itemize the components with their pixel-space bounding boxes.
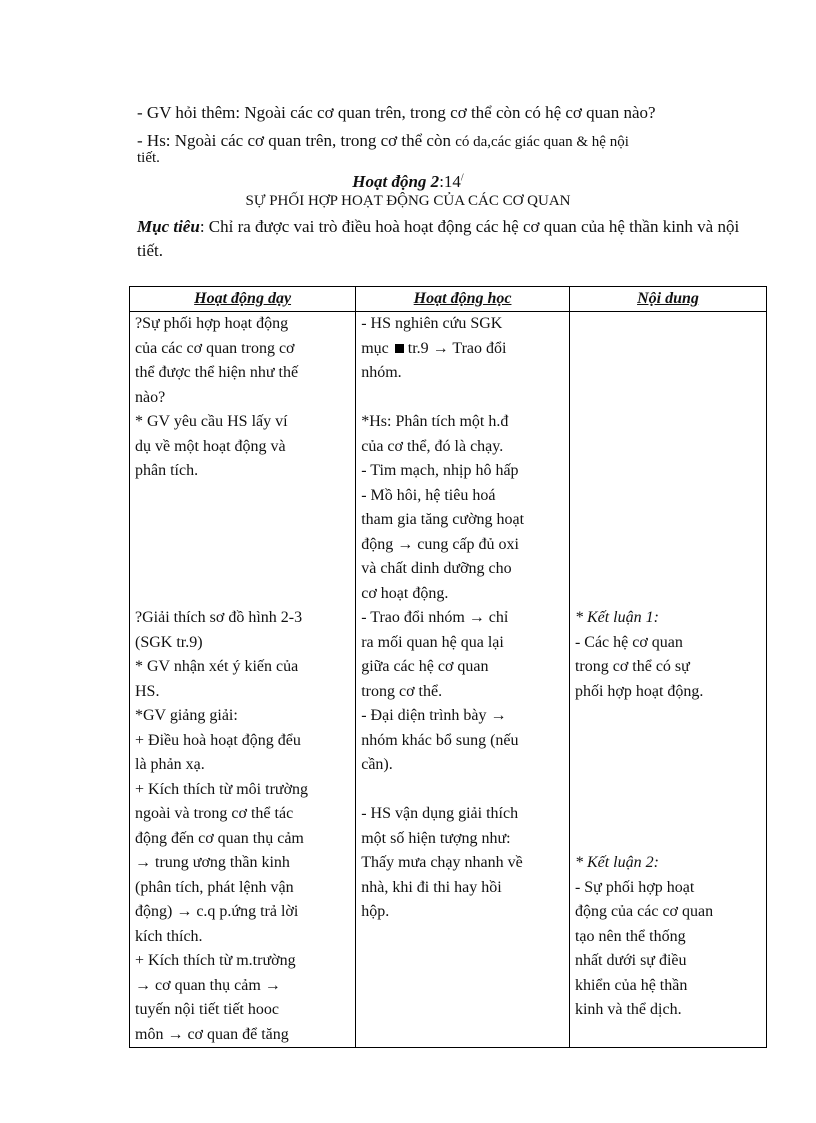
activity-time-mark: /	[460, 172, 464, 184]
teach-line: → cơ quan thụ cảm →	[135, 976, 281, 994]
conclusion-1-label: * Kết luận 1:	[574, 609, 659, 626]
learn-line: trong cơ thể.	[361, 682, 443, 700]
content-line: phối hợp hoạt động.	[574, 682, 704, 700]
teach-line: (SGK tr.9)	[135, 633, 203, 651]
teach-line: phân tích.	[135, 462, 199, 479]
learn-line: nhóm.	[361, 364, 402, 381]
content-line: tạo nên thể thống	[574, 927, 686, 945]
teach-line: thể được thể hiện như thế	[135, 364, 299, 381]
learn-line: của cơ thể, đó là chạy.	[361, 437, 504, 455]
content-cell	[569, 312, 766, 1048]
learn-line: cơ hoạt động.	[361, 584, 449, 602]
header-teaching: Hoạt động dạy	[130, 287, 356, 312]
learn-line-part: mục	[361, 339, 389, 357]
conclusion-2-label: * Kết luận 2:	[574, 854, 659, 871]
teach-line: * GV yêu cầu HS lấy ví	[135, 413, 288, 430]
intro-line-1: - GV hỏi thêm: Ngoài các cơ quan trên, trong cơ thể còn có hệ cơ quan nào?	[137, 103, 656, 122]
teach-line: động) → c.q p.ứng trả lời	[135, 903, 299, 920]
teach-line: ?Sự phối hợp hoạt động	[135, 315, 289, 332]
intro-line-2-part1: - Hs: Ngoài các cơ quan trên, trong cơ thể còn	[137, 131, 451, 150]
teach-line: + Điều hoà hoạt động đểu	[135, 731, 301, 749]
learn-line: hộp.	[361, 903, 390, 920]
teach-line: ngoài và trong cơ thể tác	[135, 805, 294, 822]
learn-line	[361, 337, 564, 362]
activity-title-text: Hoạt động 2	[352, 172, 440, 191]
content-line: - Sự phối hợp hoạt	[574, 878, 695, 896]
learn-line: cần).	[361, 756, 393, 773]
content-line: kinh và thể dịch.	[574, 1001, 682, 1018]
content-line: động của các cơ quan	[574, 903, 714, 920]
content-line: trong cơ thể có sự	[574, 658, 690, 675]
learn-line: - Trao đổi nhóm → chỉ	[361, 609, 509, 626]
activity-goal	[137, 215, 757, 263]
teach-line: HS.	[135, 682, 160, 700]
activity-title	[0, 172, 816, 192]
teach-line: là phản xạ.	[135, 756, 205, 773]
learn-line: và chất dinh dưỡng cho	[361, 560, 512, 577]
learn-line: giữa các hệ cơ quan	[361, 658, 489, 675]
learn-line: - Tim mạch, nhịp hô hấp	[361, 462, 519, 479]
teach-line: của các cơ quan trong cơ	[135, 339, 295, 357]
learn-line: động → cung cấp đủ oxi	[361, 535, 519, 553]
teach-line: kích thích.	[135, 927, 203, 945]
header-content: Nội dung	[569, 287, 766, 312]
teach-line: (phân tích, phát lệnh vận	[135, 878, 294, 896]
header-learning: Hoạt động học	[356, 287, 570, 312]
goal-label: Mục tiêu	[137, 217, 200, 236]
intro-line-2	[137, 131, 629, 151]
learn-line: - Mồ hôi, hệ tiêu hoá	[361, 486, 496, 504]
intro-line-2-part2: có da,các giác quan & hệ nội	[455, 134, 629, 150]
learn-line: *Hs: Phân tích một h.đ	[361, 413, 509, 430]
teach-line: → trung ương thần kinh	[135, 854, 290, 871]
learn-line: một số hiện tượng như:	[361, 829, 511, 847]
teach-line: *GV giảng giải:	[135, 707, 238, 724]
teach-line: nào?	[135, 388, 166, 406]
teach-line: tuyến nội tiết tiết hooc	[135, 1001, 279, 1018]
content-line: khiển của hệ thần	[574, 976, 688, 994]
intro-line-2-continued: tiết.	[137, 150, 160, 166]
learn-line: nhóm khác bổ sung (nếu	[361, 731, 519, 749]
learn-line: nhà, khi đi thi hay hồi	[361, 878, 502, 896]
learn-line: - Đại diện trình bày →	[361, 707, 507, 724]
learn-line: - HS vận dụng giải thích	[361, 805, 519, 822]
learn-line-part: tr.9 → Trao đổi	[407, 339, 507, 357]
teach-line: * GV nhận xét ý kiến của	[135, 658, 299, 675]
teach-line: ?Giải thích sơ đồ hình 2-3	[135, 609, 303, 626]
table-header-row	[130, 287, 767, 312]
learn-line: ra mối quan hệ qua lại	[361, 633, 504, 651]
table-row	[130, 312, 767, 1048]
activity-table	[129, 286, 767, 1048]
learning-cell	[356, 312, 570, 1048]
teach-line: môn → cơ quan để tăng	[135, 1025, 289, 1043]
activity-time: :14	[439, 172, 461, 191]
teach-line: + Kích thích từ m.trường	[135, 952, 296, 969]
teach-line: động đến cơ quan thụ cảm	[135, 829, 304, 847]
teach-line: dụ về một hoạt động và	[135, 437, 286, 455]
content-line: nhất dưới sự điều	[574, 952, 687, 969]
teach-line: + Kích thích từ môi trường	[135, 780, 309, 798]
learn-line: Thấy mưa chạy nhanh về	[361, 854, 523, 871]
content-line: - Các hệ cơ quan	[574, 633, 683, 651]
goal-text: : Chỉ ra được vai trò điều hoà hoạt động các hệ cơ quan của hệ thần kinh và nội tiết.	[137, 217, 740, 260]
square-bullet-icon	[395, 344, 404, 353]
teaching-cell	[130, 312, 356, 1048]
learn-line: tham gia tăng cường hoạt	[361, 511, 525, 528]
activity-subtitle: SỰ PHỐI HỢP HOẠT ĐỘNG CỦA CÁC CƠ QUAN	[245, 193, 571, 209]
learn-line: - HS nghiên cứu SGK	[361, 315, 503, 332]
